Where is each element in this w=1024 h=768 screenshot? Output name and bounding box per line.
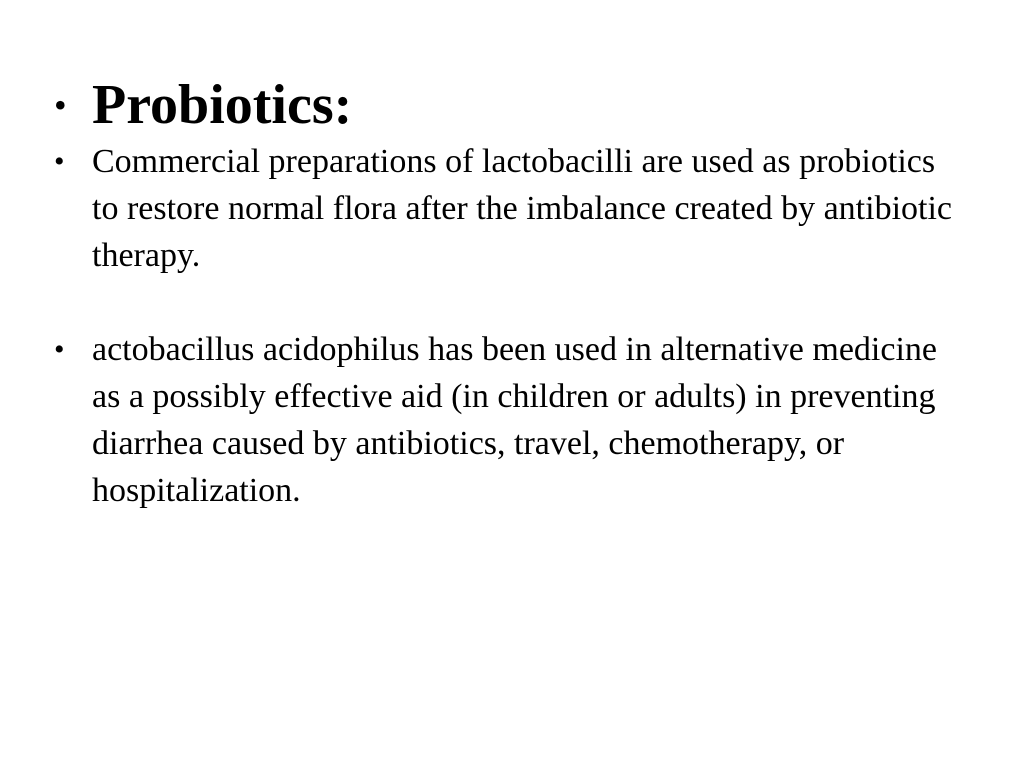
bullet-point-icon: • (54, 333, 65, 366)
heading-bullet-item (54, 72, 954, 138)
bullet-item-acidophilus (54, 326, 954, 514)
bullet-point-icon: • (54, 145, 65, 178)
bullet-list (54, 72, 954, 514)
bullet-item-commercial-preparations (54, 138, 954, 279)
bullet-text: actobacillus acidophilus has been used in alternative medicine as a possibly effective aid (in children or adults) in preventing diarrhea caused by antibiotics, travel, chemotherapy, or hospitalization. (92, 331, 937, 509)
bullet-point-icon: • (54, 85, 67, 125)
bullet-text: Commercial preparations of lactobacilli are used as probiotics to restore normal flora after the imbalance created by antibiotic therapy. (92, 143, 952, 274)
slide-heading: Probiotics: (92, 74, 353, 136)
